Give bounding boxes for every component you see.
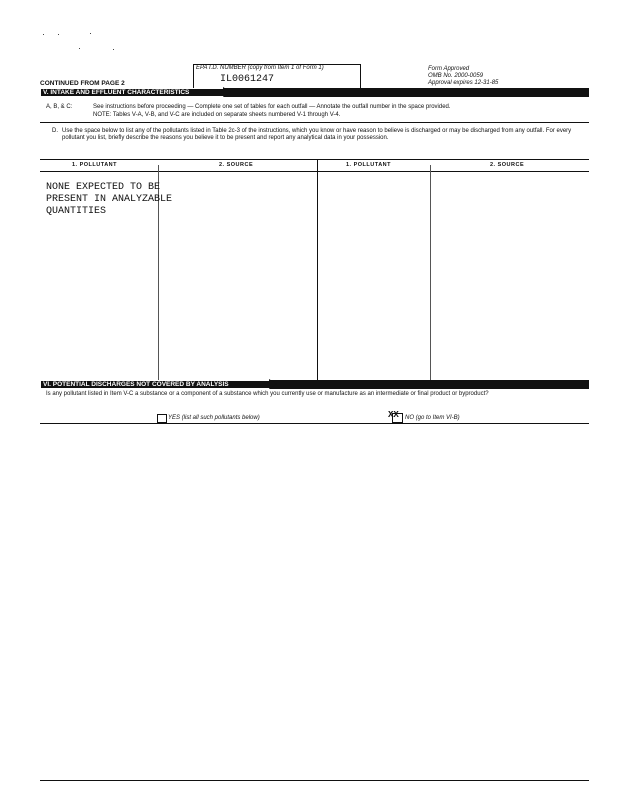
yes-checkbox[interactable] — [157, 414, 167, 423]
section-vi-arrow — [269, 379, 277, 389]
section-v-title: V. INTAKE AND EFFLUENT CHARACTERISTICS — [43, 89, 190, 96]
divider — [40, 423, 589, 424]
table-top-line — [40, 159, 589, 160]
scan-speck — [79, 48, 80, 49]
d-label: D. — [52, 128, 58, 134]
section-vi-title: VI. POTENTIAL DISCHARGES NOT COVERED BY ANALYSIS — [43, 381, 229, 388]
epa-id-label: EPA I.D. NUMBER (copy from Item 1 of Form 1) — [196, 65, 324, 71]
continued-from-page: CONTINUED FROM PAGE 2 — [40, 80, 125, 87]
epa-id-value: IL0061247 — [220, 74, 275, 85]
scan-speck — [43, 34, 44, 35]
col-source-right: 2. SOURCE — [490, 162, 525, 168]
section-v-arrow — [223, 87, 231, 97]
omb-number: OMB No. 2000-0059 — [428, 73, 484, 79]
divider — [40, 122, 589, 123]
col-pollutant-left: 1. POLLUTANT — [72, 162, 118, 168]
table-header-line — [40, 171, 589, 172]
id-box-right — [360, 64, 361, 88]
abc-label: A, B, & C: — [46, 104, 73, 110]
entry-line-2: PRESENT IN ANALYZABLE — [46, 194, 173, 205]
no-label: NO (go to Item VI-B) — [405, 415, 460, 421]
scan-speck — [113, 49, 114, 50]
col-source-left: 2. SOURCE — [219, 162, 254, 168]
yes-label: YES (list all such pollutants below) — [168, 415, 260, 421]
approval-expires: Approval expires 12-31-85 — [428, 80, 499, 86]
abc-note: NOTE: Tables V-A, V-B, and V-C are included on separate sheets numbered V-1 through V-4. — [93, 112, 341, 118]
table-center-divider — [317, 159, 318, 380]
entry-line-1: NONE EXPECTED TO BE — [46, 182, 161, 193]
abc-instructions: See instructions before proceeding — Complete one set of tables for each outfall — Annotate the outfall number in the space provided. — [93, 104, 451, 110]
id-box-left — [193, 64, 194, 88]
table-col-divider-right — [430, 165, 431, 380]
section-vi-question: Is any pollutant listed in Item V-C a substance or a component of a substance which you currently use or manufacture as an intermediate or final product or byproduct? — [46, 391, 489, 397]
no-check-mark: XX — [388, 410, 399, 420]
footer-fragment — [44, 786, 46, 793]
form-bottom-line — [40, 780, 589, 781]
scan-speck — [90, 33, 91, 34]
form-approved: Form Approved — [428, 66, 470, 72]
col-pollutant-right: 1. POLLUTANT — [346, 162, 392, 168]
scan-speck — [58, 34, 59, 35]
d-instructions: Use the space below to list any of the pollutants listed in Table 2c-3 of the instructions, which you know or have reason to believe is discharged or may be discharged from any outfall. For every pollutant you list, briefly describe the reasons you believe it to be present and report any analytical data in your possession. — [62, 128, 572, 141]
entry-line-3: QUANTITIES — [46, 206, 107, 217]
